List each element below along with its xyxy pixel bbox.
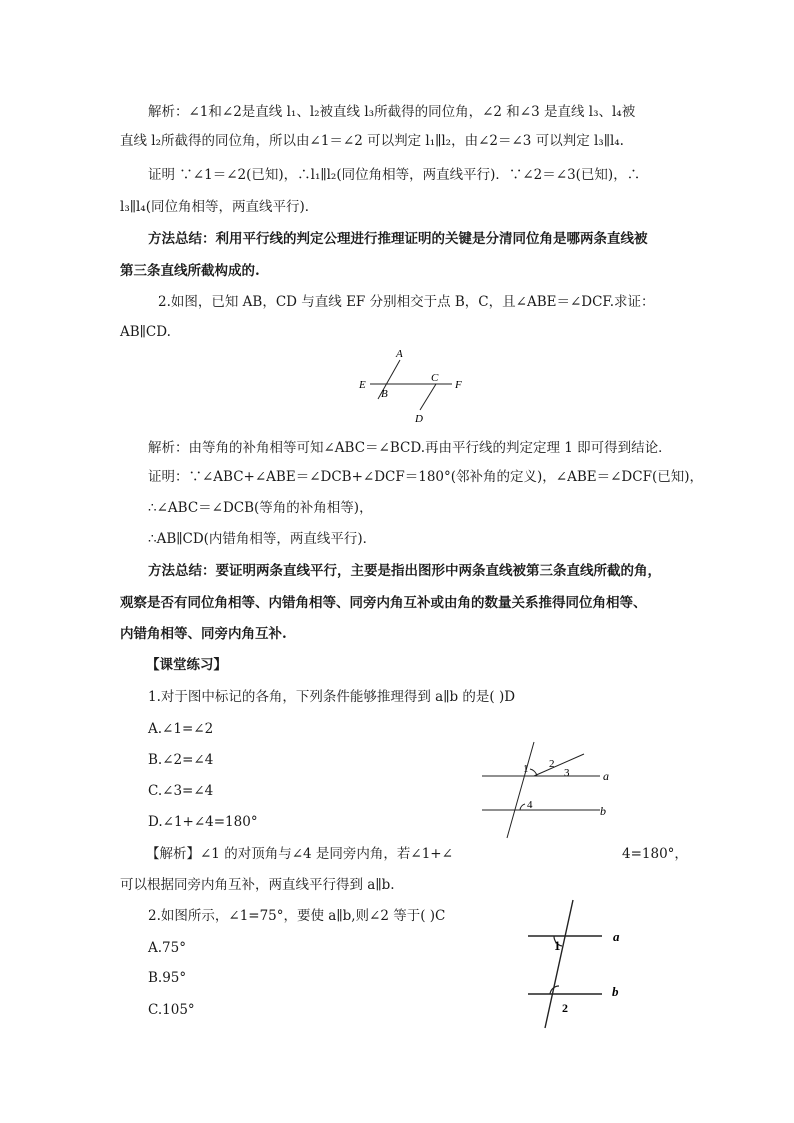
exercise-1-option-a: A.∠1=∠2: [148, 721, 214, 737]
label-d: D: [415, 413, 423, 425]
line-label-a: a: [603, 769, 609, 783]
line-label-a: a: [613, 929, 620, 944]
angle-label-4: 4: [527, 799, 533, 811]
figure-ab-cd-ef: [352, 345, 472, 427]
figure-parallel-a-b-angles: [476, 738, 626, 840]
exercise-1-option-c: C.∠3=∠4: [148, 783, 214, 799]
angle-label-2: 2: [549, 758, 555, 770]
exercise-2-option-c: C.105°: [148, 1002, 195, 1018]
method-summary-2-line-2: 观察是否有同位角相等、内错角相等、同旁内角互补或由角的数量关系推得同位角相等、: [120, 595, 647, 611]
label-e: E: [359, 379, 366, 391]
exercise-1-question: 1.对于图中标记的各角，下列条件能够推理得到 a∥b 的是( )D: [148, 689, 516, 705]
proof-line-2: l₃∥l₄(同位角相等，两直线平行)．: [120, 199, 319, 215]
problem-2-line-2: AB∥CD.: [120, 324, 171, 340]
figure-transversal-a-b: [522, 896, 632, 1032]
label-c: C: [431, 372, 439, 384]
label-b: B: [381, 388, 388, 400]
solution-1-line-2: 可以根据同旁内角互补，两直线平行得到 a∥b.: [120, 877, 395, 893]
exercise-2-option-a: A.75°: [148, 940, 186, 956]
method-summary-2-line-3: 内错角相等、同旁内角互补.: [120, 626, 287, 642]
analysis-line-2: 直线 l₂所截得的同位角，所以由∠1＝∠2 可以判定 l₁∥l₂，由∠2＝∠3 可以判定 l₃∥l₄.: [120, 133, 624, 149]
angle-label-1: 1: [523, 763, 529, 775]
method-summary-1-line-1: 方法总结：利用平行线的判定公理进行推理证明的关键是分清同位角是哪两条直线被: [148, 231, 648, 247]
solution-1-line-1b: 4=180°，: [622, 846, 688, 862]
proof-2-line-2: ∴∠ABC＝∠DCB(等角的补角相等)，: [148, 500, 373, 516]
proof-line-1: 证明 ∵∠1＝∠2(已知)，∴l₁∥l₂(同位角相等，两直线平行)．∵∠2＝∠3(已知)，∴: [148, 167, 641, 183]
angle-label-2: 2: [562, 1001, 568, 1015]
proof-2-line-3: ∴AB∥CD(内错角相等，两直线平行)．: [148, 531, 377, 547]
exercise-2-option-b: B.95°: [148, 970, 187, 986]
exercise-2-question: 2.如图所示，∠1=75°，要使 a∥b,则∠2 等于( )C: [148, 908, 446, 924]
exercise-1-option-b: B.∠2=∠4: [148, 752, 214, 768]
angle-label-3: 3: [564, 767, 570, 779]
label-a: A: [396, 348, 403, 360]
line-label-b: b: [612, 984, 619, 999]
exercise-1-option-d: D.∠1+∠4=180°: [148, 814, 258, 830]
line-label-b: b: [600, 804, 606, 818]
method-summary-1-line-2: 第三条直线所截构成的.: [120, 263, 260, 279]
analysis-2: 解析：由等角的补角相等可知∠ABC＝∠BCD.再由平行线的判定定理 1 即可得到结论．: [148, 440, 672, 456]
section-heading-classroom-practice: 【课堂练习】: [146, 657, 227, 673]
problem-2-line-1: 2.如图，已知 AB，CD 与直线 EF 分别相交于点 B，C，且∠ABE＝∠DCF.求证：: [158, 294, 655, 310]
method-summary-2-line-1: 方法总结：要证明两条直线平行，主要是指出图形中两条直线被第三条直线所截的角，: [148, 563, 661, 579]
solution-1-line-1a: 【解析】∠1 的对顶角与∠4 是同旁内角，若∠1+∠: [146, 846, 453, 862]
analysis-line-1: 解析：∠1和∠2是直线 l₁、l₂被直线 l₃所截得的同位角，∠2 和∠3 是直线 l₃、l₄被: [148, 104, 636, 120]
proof-2-line-1: 证明：∵∠ABC+∠ABE＝∠DCB+∠DCF＝180°(邻补角的定义)，∠ABE＝∠DCF(已知)，: [148, 469, 703, 485]
angle-label-1: 1: [554, 938, 561, 953]
label-f: F: [455, 379, 462, 391]
